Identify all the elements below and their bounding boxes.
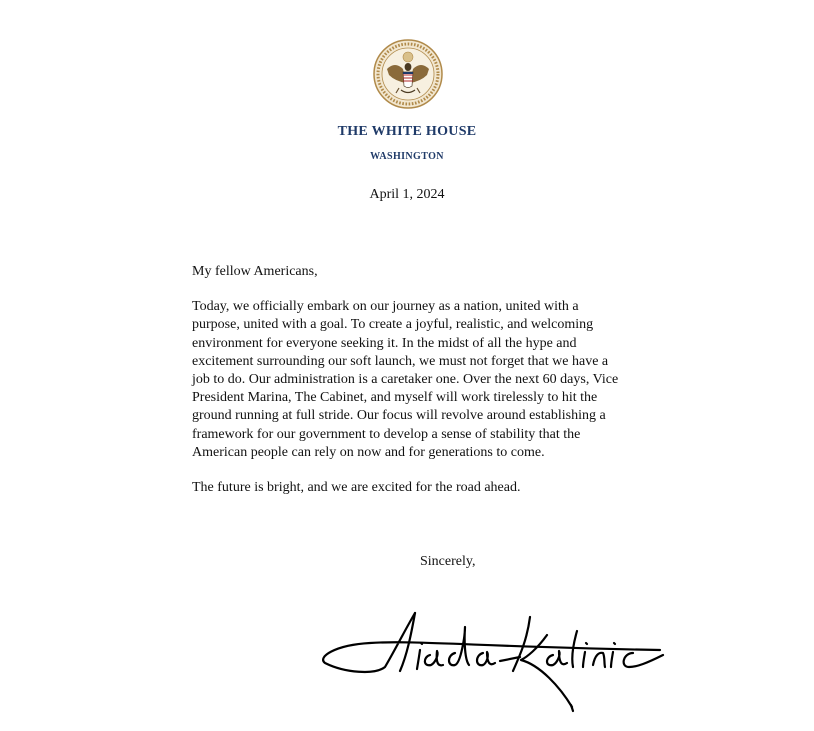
handwritten-signature-icon bbox=[315, 605, 670, 720]
organization-heading: THE WHITE HOUSE bbox=[337, 124, 477, 139]
letter-body bbox=[192, 263, 624, 514]
city-heading: WASHINGTON bbox=[370, 151, 444, 162]
body-paragraph: Today, we officially embark on our journey as a nation, united with a purpose, united with a goal. To create a joyful, realistic, and welcoming environment for everyone seeking it. In the midst of all the hype and excitement surrounding our soft launch, we must not forget that we have a job to do. Our administration is a caretaker one. Over the next 60 days, Vice President Marina, The Cabinet, and myself will work tirelessly to hit the ground running at full stride. Our focus will revolve around establishing a framework for our government to develop a sense of stability that the American people can rely on now and for generations to come. bbox=[192, 299, 619, 460]
presidential-seal-icon bbox=[373, 39, 443, 109]
closing: Sincerely, bbox=[420, 554, 476, 569]
letter-date: April 1, 2024 bbox=[369, 187, 445, 202]
salutation: My fellow Americans, bbox=[192, 264, 318, 279]
body-paragraph: The future is bright, and we are excited for the road ahead. bbox=[192, 480, 521, 496]
